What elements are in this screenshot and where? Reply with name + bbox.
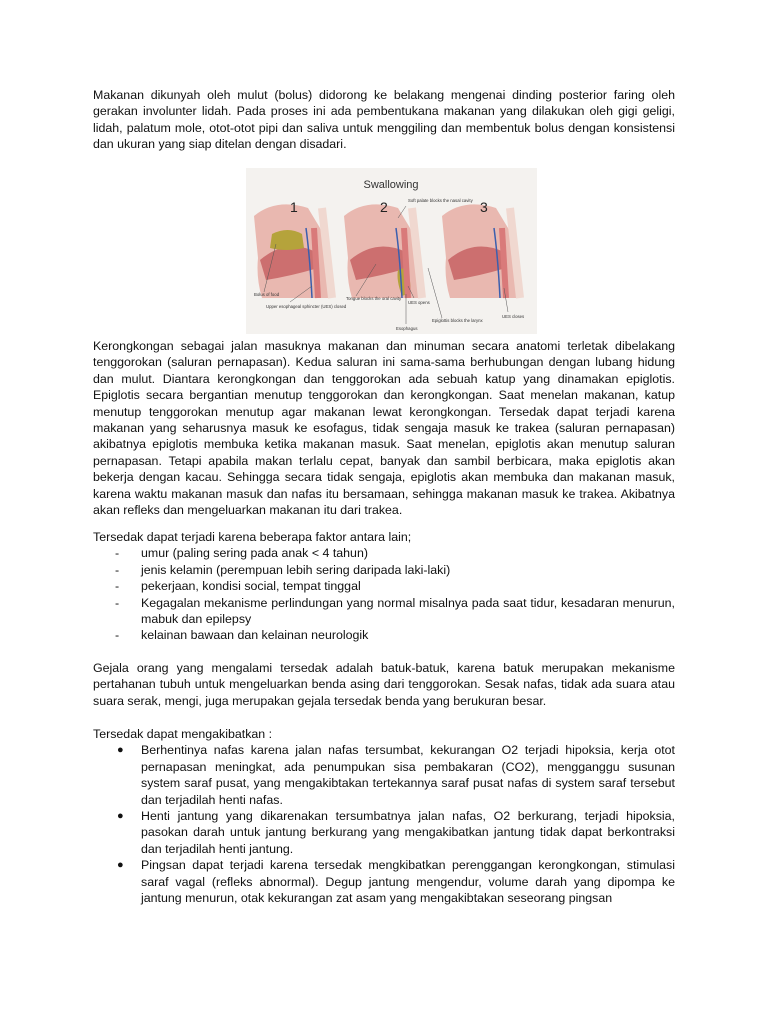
effects-list [93,742,675,906]
list-item: ● Berhentinya nafas karena jalan nafas tersumbat, kekurangan O2 terjadi hipoksia, kerja otot pernapasan meningkat, ada penumpukan sisa pembakaran (CO2), mengganggu susunan system saraf pusat, yang mengakibtakan tertekannya saraf pusat nafas di system saraf tersebut dan terjadilah henti nafas. [117,743,675,807]
label-ues-closes: UES closes [502,314,525,319]
symptoms-paragraph: Gejala orang yang mengalami tersedak adalah batuk-batuk, karena batuk merupakan mekanisme pertahanan tubuh untuk mengeluarkan benda asing dari tenggorokan. Sesak nafas, tidak ada suara atau suara serak, mengi, juga merupakan gejala tersedak benda yang berukuran besar. [93,661,675,708]
label-ues-closed: Upper esophageal sphincter (UES) closed [266,304,347,309]
list-item: - umur (paling sering pada anak < 4 tahun) [115,546,368,561]
factors-list [93,545,675,643]
panel-2 [344,199,422,298]
factors-section [93,529,675,644]
factors-intro: Tersedak dapat terjadi karena beberapa faktor antara lain; [93,530,412,544]
list-item: - pekerjaan, kondisi social, tempat tinggal [115,579,361,594]
figure-title: Swallowing [363,179,419,191]
label-esophagus: Esophagus [396,326,418,331]
list-item: - jenis kelamin (perempuan lebih sering daripada laki-laki) [115,562,451,577]
intro-paragraph: Makanan dikunyah oleh mulut (bolus) didorong ke belakang mengenai dinding posterior faring oleh gerakan involunter lidah. Pada proses ini ada pembentukana makanan yang dilakukan oleh gigi geligi, lidah, palatum mole, otot-otot pipi dan saliva untuk menggiling dan membentuk bolus dengan konsistensi dan ukuran yang siap ditelan dengan disadari. [93,88,675,152]
step-number-3: 3 [480,199,488,215]
epiglottis-paragraph: Kerongkongan sebagai jalan masuknya makanan dan minuman secara anatomi terletak dibelakang tenggorokan (saluran pernapasan). Kedua saluran ini sama-sama berhubungan dengan lubang hidung dan mulut. Diantara kerongkongan dan tenggorokan ada sebuah katup yang dinamakan epiglotis. Epiglotis secara bergantian menutup tenggorokan dan kerongkongan. Saat menelan makanan, katup menutup tenggorokan menutup agar makanan lewat kerongkongan. Tersedak dapat terjadi karena makanan yang seharusnya masuk ke esofagus, tidak sengaja masuk ke trakea (saluran pernapasan) akibatnya epiglotis membuka ketika makanan masuk. Saat menelan, epiglotis akan menutup saluran pernapasan. Tetapi apabila makan terlalu cepat, banyak dan sambil berbicara, maka epiglotis akan bekerja dengan kacau. Sehingga secara tidak sengaja, epiglotis akan membuka dan makanan masuk, karena waktu makanan masuk dan nafas itu bersamaan, sehingga makanan masuk ke trakea. Akibatnya akan refleks dan mengeluarkan makanan itu dari trakea. [93,339,675,518]
label-tongue: Tongue blocks the oral cavity [346,296,402,301]
step-number-2: 2 [380,199,388,215]
label-soft-palate: Soft palate blocks the nasal cavity [408,198,473,203]
effects-intro: Tersedak dapat mengakibatkan : [93,727,273,741]
label-bolus: Bolus of food [254,292,280,297]
swallowing-figure [246,168,537,334]
list-item: - Kegagalan mekanisme perlindungan yang normal misalnya pada saat tidur, kesadaran menurun, mabuk dan epilepsy [115,595,675,627]
step-number-1: 1 [290,199,298,215]
panel-1 [254,199,332,298]
effects-section [93,726,675,906]
label-epiglottis: Epiglottis blocks the larynx [432,318,483,323]
list-item: ● Henti jantung yang dikarenakan tersumbatnya jalan nafas, O2 berkurang, terjadi hipoksia, pasokan darah untuk jantung berkurang yang mengakibatkan jantung tidak dapat berkontraksi dan terjadilah henti jantung. [117,809,675,856]
list-item: - kelainan bawaan dan kelainan neurologik [115,628,369,643]
label-ues-opens: UES opens [408,300,430,305]
swallowing-diagram [246,168,537,334]
list-item: ● Pingsan dapat terjadi karena tersedak mengkibatkan perenggangan kerongkongan, stimulasi saraf vagal (refleks abnormal). Degup jantung mengendur, volume darah yang dipompa ke jantung menurun, otak kekurangan zat asam yang mengakibtakan seseorang pingsan [117,858,675,906]
panel-3 [442,199,520,298]
